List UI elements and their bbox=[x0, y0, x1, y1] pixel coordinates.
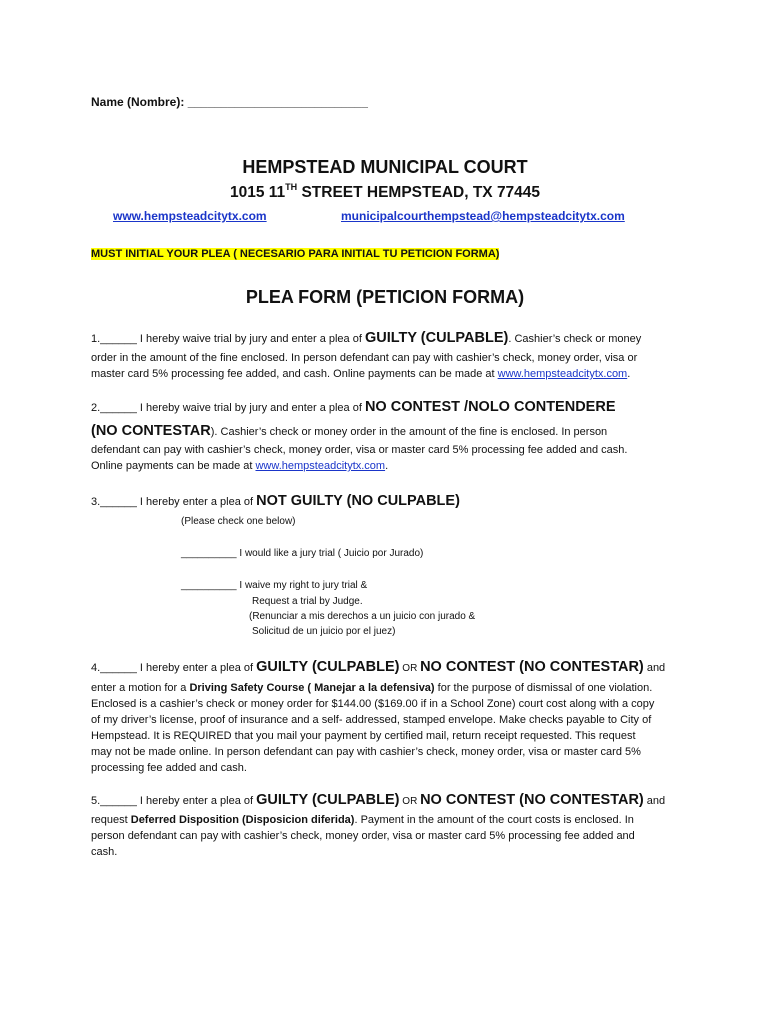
plea-5-and: and bbox=[643, 795, 666, 807]
plea-3-prefix[interactable]: 3.______ I hereby enter a plea of bbox=[91, 496, 257, 508]
plea-5-prefix[interactable]: 5.______ I hereby enter a plea of bbox=[91, 795, 257, 807]
name-blank[interactable]: ___________________________ bbox=[187, 95, 368, 109]
address-post: STREET HEMPSTEAD, TX 77445 bbox=[297, 184, 541, 201]
name-label: Name (Nombre): bbox=[91, 95, 188, 109]
plea-1-rest: . Cashier’s check or money bbox=[508, 333, 642, 345]
plea-5-line-4: cash. bbox=[91, 846, 118, 858]
website-link[interactable]: www.hempsteadcitytx.com bbox=[113, 209, 267, 223]
plea-5-or: OR bbox=[399, 796, 421, 807]
plea-2-online-link[interactable]: www.hempsteadcitytx.com bbox=[255, 460, 386, 472]
plea-3-line-1 bbox=[91, 494, 460, 510]
address-pre: 1015 11 bbox=[229, 184, 286, 201]
plea-2-line-1 bbox=[91, 400, 616, 416]
plea-1-line-3 bbox=[91, 367, 630, 382]
plea-3-option-judge-l4: Solicitud de un juicio por el juez) bbox=[252, 626, 396, 637]
plea-3-option-judge[interactable]: __________ I waive my right to jury trial & bbox=[181, 580, 368, 591]
plea-4-course: Driving Safety Course ( Manejar a la defensiva) bbox=[189, 682, 435, 694]
address-sup: TH bbox=[285, 182, 298, 192]
plea-1-online-link[interactable]: www.hempsteadcitytx.com bbox=[497, 368, 628, 380]
plea-2-plea: NO CONTEST /NOLO CONTENDERE bbox=[364, 399, 616, 415]
plea-4-line-5: Hempstead. It is REQUIRED that you mail your payment by certified mail, return receipt requested. This request bbox=[91, 730, 636, 742]
plea-5-line-1 bbox=[91, 793, 665, 809]
plea-3-option-judge-l2: Request a trial by Judge. bbox=[252, 596, 363, 607]
plea-5-plea-nocontest: NO CONTEST (NO CONTESTAR) bbox=[420, 792, 644, 808]
plea-2-line-4 bbox=[91, 459, 388, 474]
plea-3-instruction: (Please check one below) bbox=[181, 516, 296, 527]
plea-2-prefix[interactable]: 2.______ I hereby waive trial by jury and enter a plea of bbox=[91, 402, 365, 414]
plea-4-line-2 bbox=[91, 681, 652, 696]
plea-5-line-2-post: . Payment in the amount of the court costs is enclosed. In bbox=[354, 814, 634, 826]
plea-4-line-4: of my driver’s license, proof of insurance and a self- addressed, stamped envelope. Make checks payable to City of bbox=[91, 714, 652, 726]
plea-4-plea-nocontestar: (NO CONTESTAR) bbox=[515, 659, 644, 675]
plea-3-option-jury[interactable]: __________ I would like a jury trial ( Juicio por Jurado) bbox=[181, 548, 424, 559]
plea-4-prefix[interactable]: 4.______ I hereby enter a plea of bbox=[91, 662, 257, 674]
plea-5-line-2 bbox=[91, 813, 634, 828]
name-line bbox=[91, 95, 368, 109]
plea-4-plea-nocontest: NO CONTEST bbox=[420, 659, 516, 675]
plea-1-plea: GUILTY (CULPABLE) bbox=[364, 330, 509, 346]
email-link[interactable]: municipalcourthempstead@hempsteadcitytx.com bbox=[341, 209, 625, 223]
plea-1-line-1 bbox=[91, 331, 641, 347]
court-address bbox=[0, 184, 770, 202]
plea-1-line-2: order in the amount of the fine enclosed. In person defendant can pay with cashier’s check, money order, visa or bbox=[91, 352, 638, 364]
plea-2-rest: ). Cashier’s check or money order in the amount of the fine is enclosed. In person bbox=[210, 426, 608, 438]
court-title: HEMPSTEAD MUNICIPAL COURT bbox=[242, 157, 528, 177]
plea-4-line-2-pre: enter a motion for a bbox=[91, 682, 190, 694]
plea-2-line-4-end: . bbox=[385, 460, 389, 472]
plea-2-plea-cont: (NO CONTESTAR bbox=[91, 423, 211, 439]
plea-5-line-3: person defendant can pay with cashier’s check, money order, visa or master card 5% processing fee added and bbox=[91, 830, 635, 842]
plea-3-option-judge-l3: (Renunciar a mis derechos a un juicio con jurado & bbox=[249, 611, 476, 622]
plea-1-line-3-text: master card 5% processing fee added, and cash. Online payments can be made at bbox=[91, 368, 498, 380]
form-title: PLEA FORM (PETICION FORMA) bbox=[245, 287, 525, 307]
plea-4-line-2-post: for the purpose of dismissal of one violation. bbox=[434, 682, 653, 694]
plea-2-line-4-text: Online payments can be made at bbox=[91, 460, 256, 472]
plea-2-line-3: defendant can pay with cashier’s check, money order, visa or master card 5% processing fee added and cash. bbox=[91, 444, 628, 456]
plea-2-line-2 bbox=[91, 424, 607, 440]
plea-4-line-3: Enclosed is a cashier’s check or money order for $144.00 ($169.00 if in a School Zone) court cost along with a copy bbox=[91, 698, 655, 710]
plea-4-or: OR bbox=[399, 663, 421, 674]
plea-5-deferred: Deferred Disposition (Disposicion diferida) bbox=[130, 814, 355, 826]
plea-1-prefix[interactable]: 1.______ I hereby waive trial by jury and enter a plea of bbox=[91, 333, 365, 345]
plea-4-line-1 bbox=[91, 660, 665, 676]
initial-notice: MUST INITIAL YOUR PLEA ( NECESARIO PARA INITIAL TU PETICION FORMA) bbox=[91, 248, 500, 260]
plea-4-line-6: may not be made online. In person defendant can pay with cashier’s check, money order, visa or master card 5% bbox=[91, 746, 641, 758]
plea-4-line-7: processing fee added and cash. bbox=[91, 762, 247, 774]
plea-1-line-3-end: . bbox=[627, 368, 631, 380]
plea-3-plea: NOT GUILTY (NO CULPABLE) bbox=[256, 493, 460, 509]
plea-4-and: and bbox=[643, 662, 666, 674]
plea-4-plea-guilty: GUILTY (CULPABLE) bbox=[256, 659, 400, 675]
plea-5-line-2-pre: request bbox=[91, 814, 131, 826]
plea-5-plea-guilty: GUILTY (CULPABLE) bbox=[256, 792, 400, 808]
